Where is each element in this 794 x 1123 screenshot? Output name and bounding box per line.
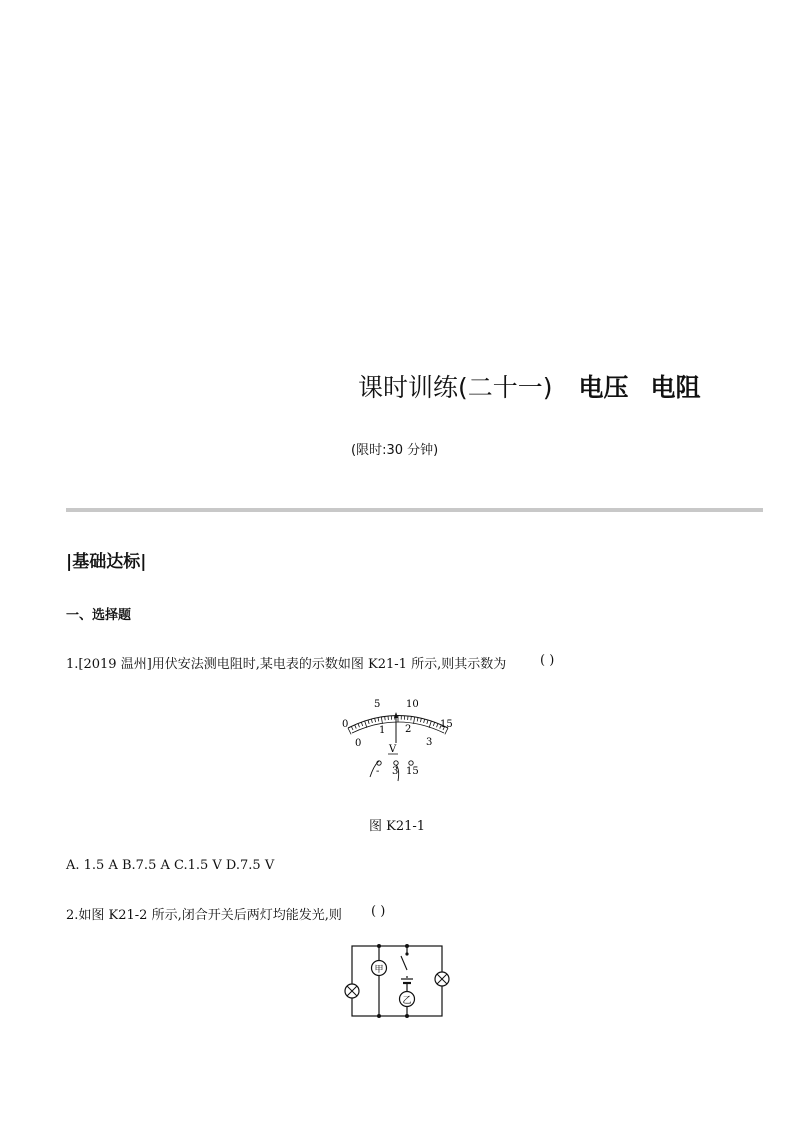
- dial-tick: [414, 717, 415, 724]
- meter-a-label: 甲: [374, 965, 384, 975]
- dial-tick: [417, 718, 418, 722]
- junction-dot: [377, 944, 381, 948]
- dial-tick: [429, 721, 431, 728]
- terminal-label: 15: [406, 766, 419, 777]
- dial-tick: [424, 719, 425, 723]
- dial-tick: [365, 721, 367, 728]
- junction-dot: [377, 1014, 381, 1018]
- circuit-outer-wire: [352, 946, 442, 1016]
- title-sub-resistance: 电阻: [650, 373, 701, 402]
- terminal-3: [394, 761, 398, 765]
- switch-contact: [405, 952, 408, 955]
- dial-tick: [358, 724, 359, 728]
- lower-scale-label: 2: [405, 724, 412, 735]
- upper-scale-label: 10: [406, 699, 419, 710]
- circuit-figure: [340, 940, 452, 1022]
- dial-ticks: [348, 716, 448, 735]
- lower-scale-label: 0: [355, 738, 362, 749]
- page-title: [358, 368, 701, 404]
- question-1-options: A. 1.5 A B.7.5 A C.1.5 V D.7.5 V: [66, 858, 275, 873]
- dial-tick: [420, 718, 421, 722]
- terminal-15: [409, 761, 413, 765]
- meter-symbol: V: [389, 744, 397, 755]
- title-sub-voltage: 电压: [578, 373, 629, 402]
- junction-dot: [405, 944, 409, 948]
- lower-scale-label: 1: [379, 725, 386, 736]
- dial-tick: [361, 722, 362, 726]
- dial-tick: [371, 719, 372, 723]
- question-2-answer-blank: ( ): [371, 904, 386, 919]
- terminal-label: 3: [392, 766, 399, 777]
- switch-gap: [402, 954, 412, 976]
- divider: [66, 508, 763, 512]
- upper-scale-label: 0: [342, 719, 349, 730]
- question-2-text: 2.如图 K21-2 所示,闭合开关后两灯均能发光,则: [66, 908, 342, 923]
- dial-tick: [427, 720, 428, 724]
- title-main: 课时训练(二十一): [358, 373, 553, 402]
- dial-tick: [351, 726, 353, 730]
- dial-tick: [355, 725, 357, 729]
- dial-tick: [385, 716, 386, 720]
- dial-tick: [368, 720, 369, 724]
- dial-tick: [348, 728, 351, 734]
- dial-tick: [437, 724, 438, 728]
- lower-scale-label: 3: [426, 737, 433, 748]
- voltmeter-figure: [338, 693, 458, 785]
- dial-tick: [433, 722, 434, 726]
- junction-dot: [405, 1014, 409, 1018]
- meter-b-label: 乙: [402, 996, 412, 1006]
- dial-tick: [411, 716, 412, 720]
- question-1-text: 1.[2019 温州]用伏安法测电阻时,某电表的示数如图 K21-1 所示,则其示数为: [66, 657, 507, 672]
- dial-tick: [378, 718, 379, 722]
- upper-scale-label: 15: [440, 719, 453, 730]
- section-heading: |基础达标|: [66, 552, 147, 572]
- terminal-label: -: [376, 766, 380, 777]
- upper-scale-label: 5: [374, 699, 381, 710]
- figure-caption: 图 K21-1: [369, 819, 426, 834]
- time-limit: (限时:30 分钟): [351, 443, 439, 458]
- subsection-heading: 一、选择题: [66, 608, 132, 623]
- question-1-answer-blank: ( ): [540, 653, 555, 668]
- dial-tick: [381, 717, 382, 724]
- dial-tick: [375, 718, 376, 722]
